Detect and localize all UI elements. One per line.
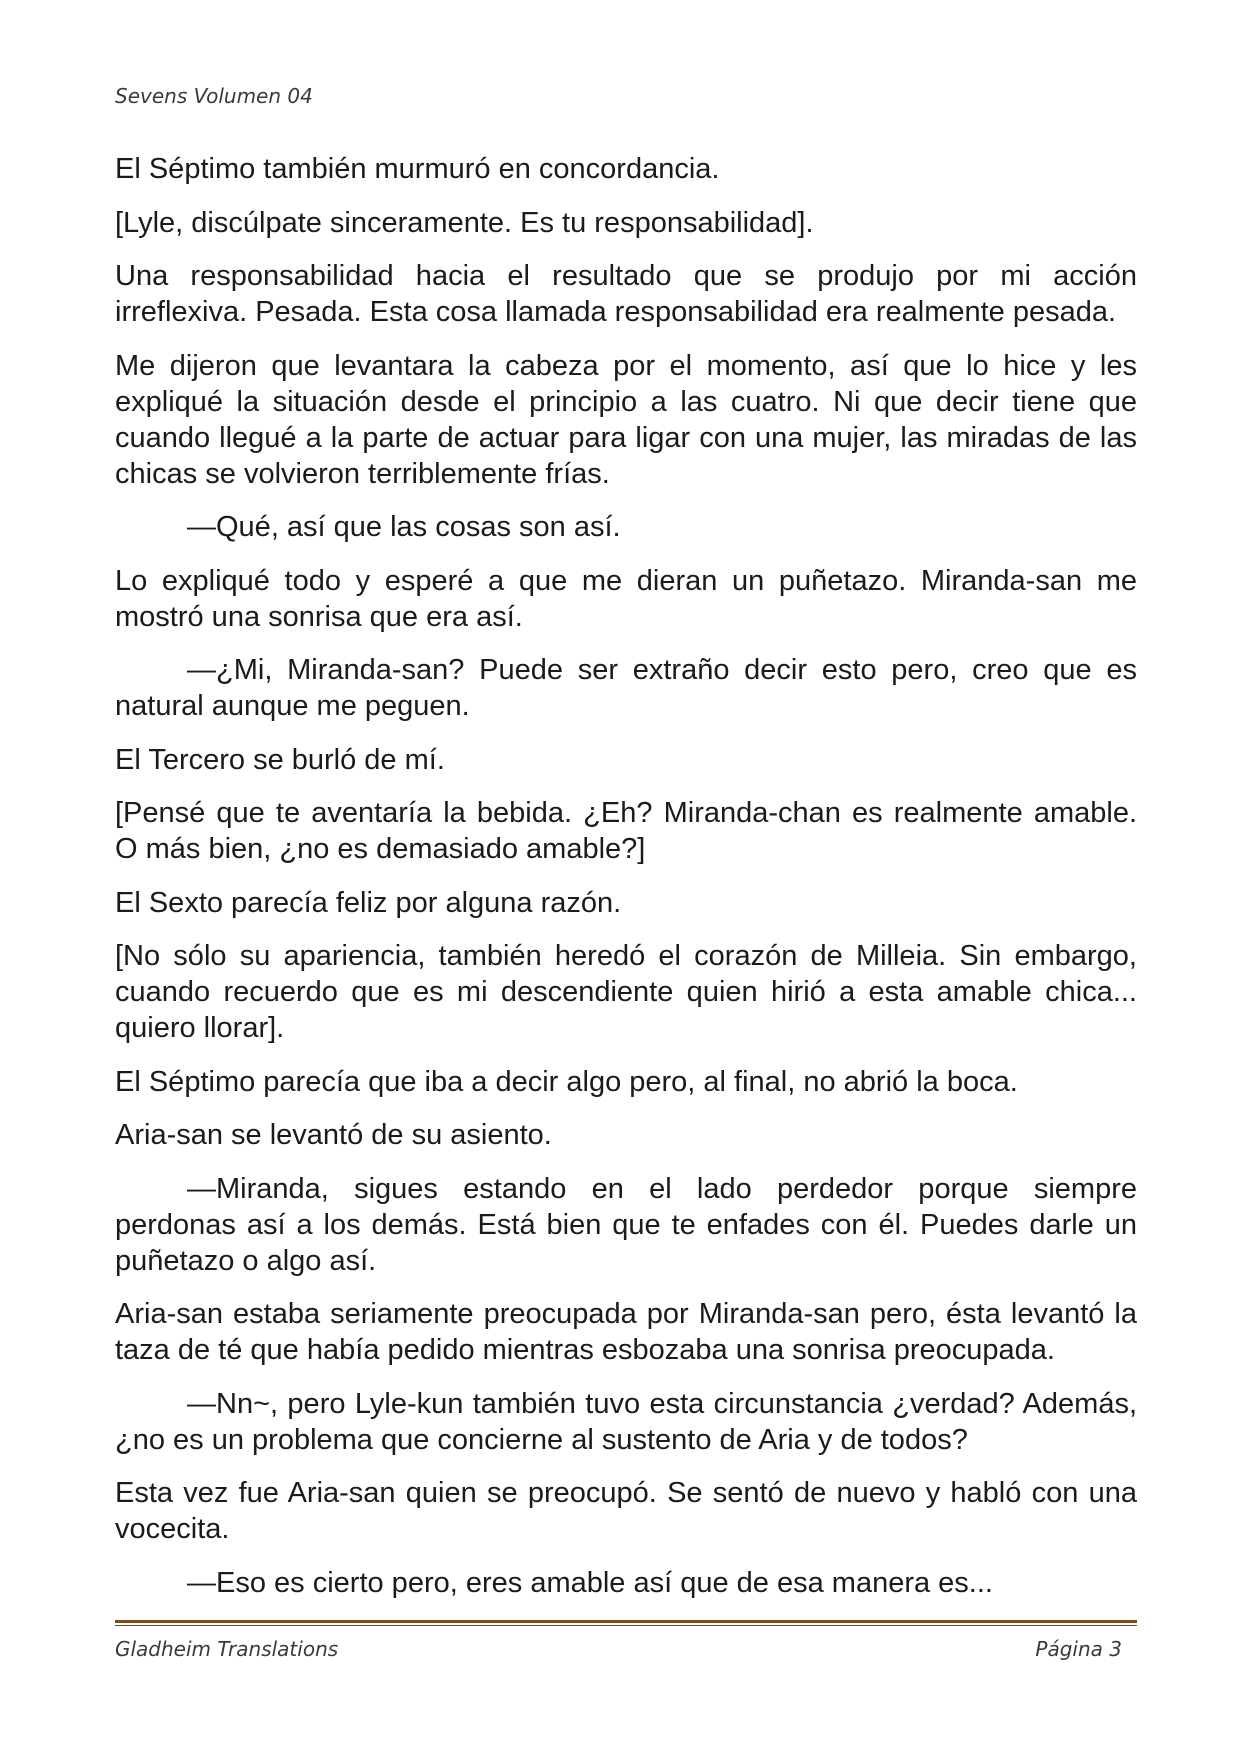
paragraph bbox=[115, 348, 1137, 492]
page-number: Página 3 bbox=[1035, 1637, 1122, 1661]
text-line: cuando llegué a la parte de actuar para ligar con una mujer, las miradas de las bbox=[115, 421, 1137, 454]
paragraph bbox=[115, 1117, 1137, 1153]
text-line: ¿no es un problema que concierne al sustento de Aria y de todos? bbox=[115, 1423, 968, 1456]
dialogue-paragraph bbox=[115, 1171, 1137, 1279]
paragraph bbox=[115, 1296, 1137, 1368]
dialogue-paragraph bbox=[115, 1565, 1137, 1601]
text-line: El Sexto parecía feliz por alguna razón. bbox=[115, 886, 622, 919]
paragraph bbox=[115, 205, 1137, 241]
text-line: Me dijeron que levantara la cabeza por el momento, así que lo hice y les bbox=[115, 349, 1137, 382]
text-line: [Pensé que te aventaría la bebida. ¿Eh? Miranda-chan es realmente amable. bbox=[115, 797, 1137, 829]
text-line: [No sólo su apariencia, también heredó el corazón de Milleia. Sin embargo, bbox=[115, 940, 1137, 972]
paragraph bbox=[115, 742, 1137, 778]
dialogue-paragraph bbox=[115, 652, 1137, 724]
text-line: mostró una sonrisa que era así. bbox=[115, 600, 523, 633]
text-line: quiero llorar]. bbox=[115, 1012, 285, 1044]
text-line: taza de té que había pedido mientras esbozaba una sonrisa preocupada. bbox=[115, 1334, 1055, 1366]
text-line: Aria-san estaba seriamente preocupada por Miranda-san pero, ésta levantó la bbox=[115, 1298, 1137, 1330]
text-line: —Qué, así que las cosas son así. bbox=[187, 511, 621, 543]
text-line: Aria-san se levantó de su asiento. bbox=[115, 1119, 552, 1151]
text-line: El Séptimo también murmuró en concordancia. bbox=[115, 153, 720, 185]
text-line: puñetazo o algo así. bbox=[115, 1244, 377, 1277]
text-line: —Eso es cierto pero, eres amable así que de esa manera es... bbox=[187, 1566, 993, 1599]
text-line: natural aunque me peguen. bbox=[115, 690, 470, 722]
paragraph bbox=[115, 258, 1137, 330]
text-line: O más bien, ¿no es demasiado amable?] bbox=[115, 833, 646, 865]
dialogue-paragraph bbox=[115, 509, 1137, 545]
text-line: Lo expliqué todo y esperé a que me dieran un puñetazo. Miranda-san me bbox=[115, 564, 1137, 597]
text-line: irreflexiva. Pesada. Esta cosa llamada responsabilidad era realmente pesada. bbox=[115, 296, 1117, 328]
text-line: —Nn~, pero Lyle-kun también tuvo esta circunstancia ¿verdad? Además, bbox=[187, 1387, 1137, 1420]
translator-credit: Gladheim Translations bbox=[115, 1637, 339, 1661]
paragraph bbox=[115, 885, 1137, 921]
footer-rule bbox=[115, 1620, 1137, 1626]
paragraph bbox=[115, 1475, 1137, 1547]
paragraph bbox=[115, 938, 1137, 1046]
text-line: El Tercero se burló de mí. bbox=[115, 743, 445, 776]
text-line: chicas se volvieron terriblemente frías. bbox=[115, 457, 610, 490]
paragraph bbox=[115, 1064, 1137, 1100]
running-header: Sevens Volumen 04 bbox=[115, 84, 313, 108]
text-line: perdonas así a los demás. Está bien que te enfades con él. Puedes darle un bbox=[115, 1208, 1137, 1241]
text-line: —Miranda, sigues estando en el lado perdedor porque siempre bbox=[187, 1172, 1137, 1205]
text-line: expliqué la situación desde el principio a las cuatro. Ni que decir tiene que bbox=[115, 385, 1137, 418]
text-line: Esta vez fue Aria-san quien se preocupó. Se sentó de nuevo y habló con una bbox=[115, 1477, 1137, 1509]
main-text bbox=[115, 151, 1137, 1618]
text-line: cuando recuerdo que es mi descendiente quien hirió a esta amable chica... bbox=[115, 976, 1137, 1008]
text-line: Una responsabilidad hacia el resultado que se produjo por mi acción bbox=[115, 260, 1137, 292]
text-line: —¿Mi, Miranda-san? Puede ser extraño decir esto pero, creo que es bbox=[187, 654, 1137, 686]
text-line: El Séptimo parecía que iba a decir algo pero, al final, no abrió la boca. bbox=[115, 1065, 1018, 1098]
paragraph bbox=[115, 563, 1137, 635]
dialogue-paragraph bbox=[115, 1386, 1137, 1458]
text-line: vocecita. bbox=[115, 1513, 230, 1545]
text-line: [Lyle, discúlpate sinceramente. Es tu responsabilidad]. bbox=[115, 206, 814, 239]
paragraph bbox=[115, 795, 1137, 867]
paragraph bbox=[115, 151, 1137, 187]
